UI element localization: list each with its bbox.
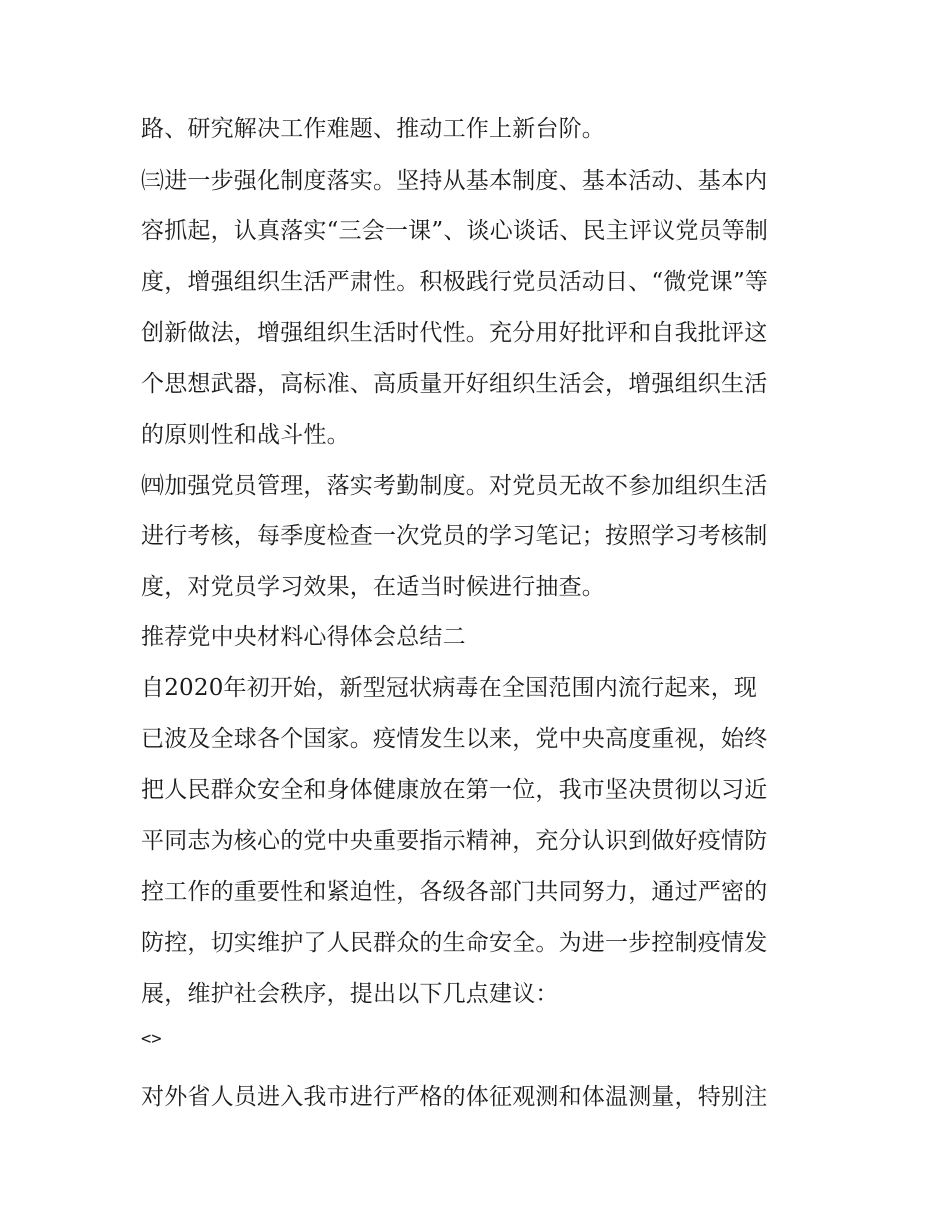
section-3-heading-line: ㈢进一步强化制度落实。坚持从基本制度、基本活动、基本内 xyxy=(141,168,768,194)
text-line: 已波及全球各个国家。疫情发生以来，党中央高度重视，始终 xyxy=(141,726,768,752)
text-line: 路、研究解决工作难题、推动工作上新台阶。 xyxy=(141,116,605,142)
text-line: 度，增强组织生活严肃性。积极践行党员活动日、“微党课”等 xyxy=(141,269,769,295)
text-line: 容抓起，认真落实“三会一课”、谈心谈话、民主评议党员等制 xyxy=(141,218,769,244)
text-line: 的原则性和战斗性。 xyxy=(141,422,350,448)
placeholder-marker: <> xyxy=(141,1029,162,1049)
text-line: 控工作的重要性和紧迫性，各级各部门共同努力，通过严密的 xyxy=(141,879,768,905)
text-line: 度，对党员学习效果，在适当时候进行抽查。 xyxy=(141,574,605,600)
text-line: 自2020年初开始，新型冠状病毒在全国范围内流行起来，现 xyxy=(141,675,758,701)
section-4-heading-line: ㈣加强党员管理，落实考勤制度。对党员无故不参加组织生活 xyxy=(141,473,768,499)
text-line: 平同志为核心的党中央重要指示精神，充分认识到做好疫情防 xyxy=(141,828,768,854)
article-title: 推荐党中央材料心得体会总结二 xyxy=(141,624,466,650)
text-line: 把人民群众安全和身体健康放在第一位，我市坚决贯彻以习近 xyxy=(141,777,768,803)
text-line: 进行考核，每季度检查一次党员的学习笔记；按照学习考核制 xyxy=(141,523,768,549)
text-line: 创新做法，增强组织生活时代性。充分用好批评和自我批评这 xyxy=(141,320,768,346)
text-line: 对外省人员进入我市进行严格的体征观测和体温测量，特别注 xyxy=(141,1084,768,1110)
text-line: 个思想武器，高标准、高质量开好组织生活会，增强组织生活 xyxy=(141,371,768,397)
text-line: 防控，切实维护了人民群众的生命安全。为进一步控制疫情发 xyxy=(141,930,768,956)
text-line: 展，维护社会秩序，提出以下几点建议： xyxy=(141,981,559,1007)
